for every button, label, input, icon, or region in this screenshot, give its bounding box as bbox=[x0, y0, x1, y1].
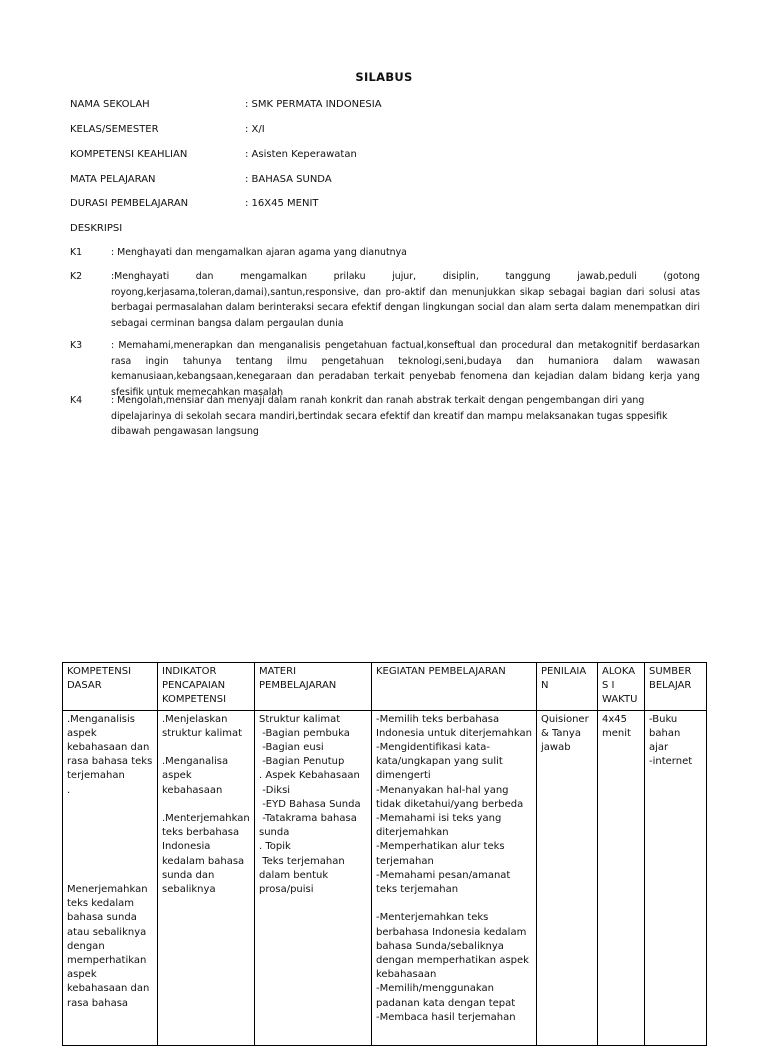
meta-label: KOMPETENSI KEAHLIAN bbox=[70, 149, 188, 160]
ki-code: K3 bbox=[70, 340, 83, 351]
meta-value: : Asisten Keperawatan bbox=[245, 149, 357, 160]
ki-text: : Menghayati dan mengamalkan ajaran agama yang dianutnya bbox=[111, 247, 407, 258]
table-header-row bbox=[63, 663, 707, 711]
kompetensi-inti-k3 bbox=[70, 338, 700, 400]
header-materi: MATERI PEMBELAJARAN bbox=[255, 663, 372, 711]
syllabus-table bbox=[62, 662, 707, 1046]
document-title: SILABUS bbox=[355, 70, 413, 84]
meta-value: : X/I bbox=[245, 124, 265, 135]
kompetensi-inti-k2 bbox=[70, 269, 700, 331]
cell-penilaian: Quisioner & Tanya jawab bbox=[537, 710, 598, 1045]
meta-label: MATA PELAJARAN bbox=[70, 174, 156, 185]
ki-text: :Menghayati dan mengamalkan prilaku jujur, disiplin, tanggung jawab,peduli (gotong royong,kerjasama,toleran,damai),santun,responsive, dan pro-aktif dan menunjukkan sikap sebagai bagian dari solusi atas berbagai permasalahan dalam berinteraksi secara efektif dengan lingkungan social dan alam serta dalam menempatkan diri sebagai cerminan bangsa dalam pergaulan dunia bbox=[111, 271, 700, 329]
meta-value: : BAHASA SUNDA bbox=[245, 174, 332, 185]
cell-alokasi-waktu: 4x45 menit bbox=[598, 710, 645, 1045]
cell-materi: Struktur kalimat -Bagian pembuka -Bagian eusi -Bagian Penutup . Aspek Kebahasaan -Diksi -EYD Bahasa Sunda -Tatakrama bahasa sunda . Topik Teks terjemahan dalam bentuk prosa/puisi bbox=[255, 710, 372, 1045]
ki-code: K2 bbox=[70, 271, 83, 282]
ki-text: : Memahami,menerapkan dan menganalisis pengetahuan factual,konseftual dan procedural dan metakognitif berdasarkan rasa ingin tahunya tentang ilmu pengetahuan teknologi,seni,budaya dan humaniora dalam wawasan kemanusiaan,kebangsaan,kenegaraan dan peradaban terkait penyebab fenomena dan kejadian dalam bidang kerja yang sfesifik untuk memecahkan masalah bbox=[111, 340, 700, 398]
ki-text: : Mengolah,mensiar dan menyaji dalam ranah konkrit dan ranah abstrak terkait dengan pengembangan diri yang dipelajarinya di sekolah secara mandiri,bertindak secara efektif dan kreatif dan mampu melaksanakan tugas sppesifik dibawah pengawasan langsung bbox=[111, 395, 668, 437]
header-kegiatan: KEGIATAN PEMBELAJARAN bbox=[372, 663, 537, 711]
cell-kompetensi-dasar: .Menganalisis aspek kebahasaan dan rasa bahasa teks terjemahan . Menerjemahkan teks kedalam bahasa sunda atau sebaliknya dengan memperhatikan aspek kebahasaan dan rasa bahasa bbox=[63, 710, 158, 1045]
cell-sumber-belajar: -Buku bahan ajar -internet bbox=[645, 710, 707, 1045]
cell-indikator: .Menjelaskan struktur kalimat .Menganalisa aspek kebahasaan .Menterjemahkan teks berbahasa Indonesia kedalam bahasa sunda dan sebaliknya bbox=[158, 710, 255, 1045]
cell-kegiatan: -Memilih teks berbahasa Indonesia untuk diterjemahkan -Mengidentifikasi kata-kata/ungkapan yang sulit dimengerti -Menanyakan hal-hal yang tidak diketahui/yang berbeda -Memahami isi teks yang diterjemahkan -Memperhatikan alur teks terjemahan -Memahami pesan/amanat teks terjemahan -Menterjemahkan teks berbahasa Indonesia kedalam bahasa Sunda/sebaliknya dengan memperhatikan aspek kebahasaan -Memilih/menggunakan padanan kata dengan tepat -Membaca hasil terjemahan bbox=[372, 710, 537, 1045]
header-penilaian: PENILAIAN bbox=[537, 663, 598, 711]
meta-label: NAMA SEKOLAH bbox=[70, 99, 150, 110]
header-alokasi-waktu: ALOKAS I WAKTU bbox=[598, 663, 645, 711]
table-row bbox=[63, 710, 707, 1045]
kompetensi-inti-k1 bbox=[70, 245, 700, 261]
meta-label: DURASI PEMBELAJARAN bbox=[70, 198, 189, 209]
header-kompetensi-dasar: KOMPETENSI DASAR bbox=[63, 663, 158, 711]
meta-label: KELAS/SEMESTER bbox=[70, 124, 159, 135]
ki-code: K4 bbox=[70, 395, 83, 406]
header-sumber-belajar: SUMBER BELAJAR bbox=[645, 663, 707, 711]
kompetensi-inti-k4 bbox=[70, 393, 700, 440]
meta-value: : SMK PERMATA INDONESIA bbox=[245, 99, 382, 110]
deskripsi-label: DESKRIPSI bbox=[70, 223, 123, 234]
ki-code: K1 bbox=[70, 247, 83, 258]
header-indikator: INDIKATOR PENCAPAIAN KOMPETENSI bbox=[158, 663, 255, 711]
meta-value: : 16X45 MENIT bbox=[245, 198, 319, 209]
